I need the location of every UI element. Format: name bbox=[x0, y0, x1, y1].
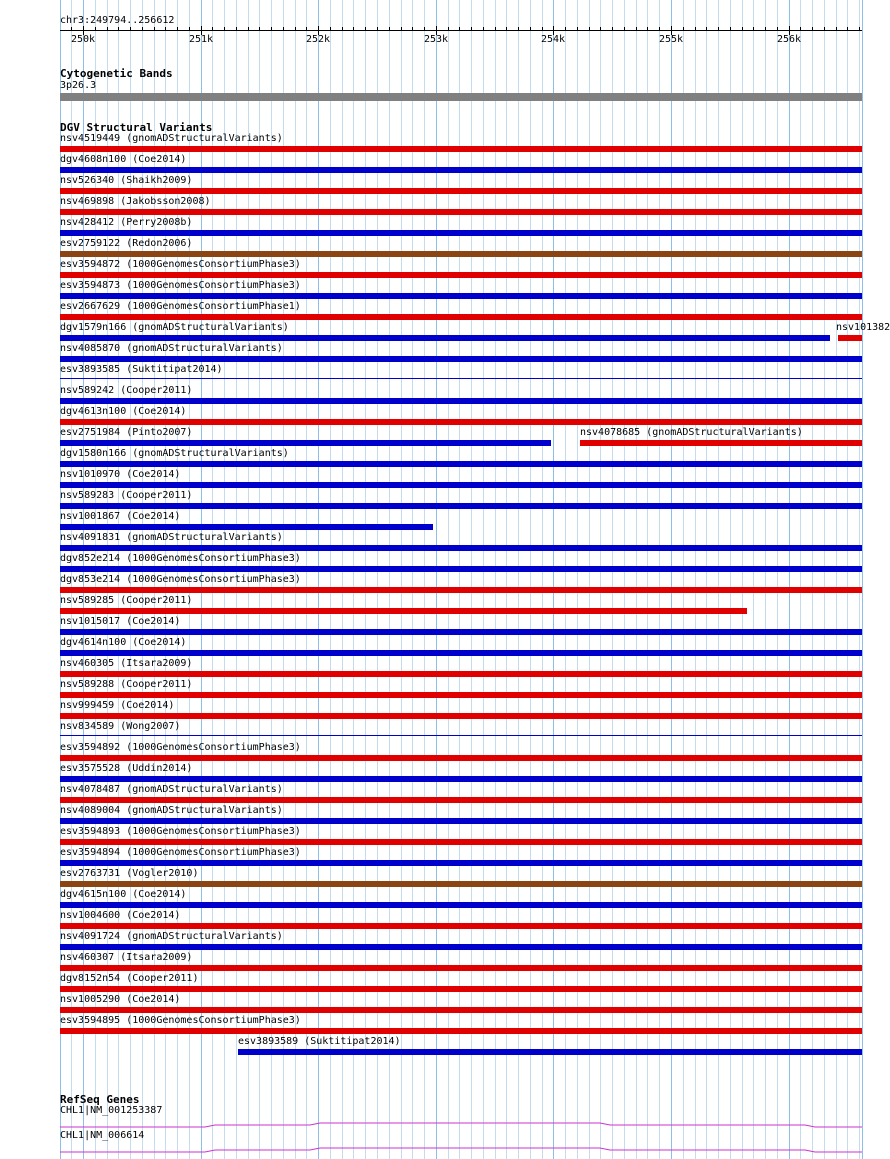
ruler-tick bbox=[612, 27, 613, 31]
variant-label[interactable]: dgv8152n54 (Cooper2011) bbox=[60, 973, 199, 984]
ruler-tick bbox=[765, 27, 766, 31]
ruler-tick bbox=[107, 27, 108, 31]
gene-intron-line bbox=[60, 1123, 862, 1127]
cytoband-bar[interactable] bbox=[60, 93, 862, 101]
variant-bar[interactable] bbox=[238, 1049, 862, 1055]
ruler-tick bbox=[401, 27, 402, 31]
ruler-tick bbox=[836, 27, 837, 31]
ruler-tick bbox=[824, 27, 825, 31]
ruler-tick-label: 256k bbox=[777, 34, 802, 45]
variant-bar[interactable] bbox=[60, 923, 862, 929]
variant-bar[interactable] bbox=[60, 524, 433, 530]
ruler-tick bbox=[589, 27, 590, 31]
ruler-tick-label: 254k bbox=[541, 34, 566, 45]
variant-label[interactable]: dgv853e214 (1000GenomesConsortiumPhase3) bbox=[60, 574, 301, 585]
variant-label[interactable]: nsv1004600 (Coe2014) bbox=[60, 910, 181, 921]
ruler-tick bbox=[706, 27, 707, 31]
variant-bar[interactable] bbox=[60, 671, 862, 677]
ruler-tick bbox=[259, 27, 260, 31]
ruler-tick bbox=[683, 27, 684, 31]
variant-label[interactable]: nsv469898 (Jakobsson2008) bbox=[60, 196, 211, 207]
variant-bar[interactable] bbox=[60, 776, 862, 782]
variant-bar[interactable] bbox=[60, 650, 862, 656]
ruler-tick bbox=[342, 27, 343, 31]
variant-label[interactable]: dgv852e214 (1000GenomesConsortiumPhase3) bbox=[60, 553, 301, 564]
ruler-tick bbox=[565, 27, 566, 31]
ruler-tick bbox=[248, 27, 249, 31]
variant-label[interactable]: esv3594872 (1000GenomesConsortiumPhase3) bbox=[60, 259, 301, 270]
variant-bar[interactable] bbox=[60, 566, 862, 572]
ruler-tick bbox=[777, 27, 778, 31]
ruler-tick bbox=[142, 27, 143, 31]
ruler-tick bbox=[295, 27, 296, 31]
ruler-tick bbox=[742, 27, 743, 31]
ruler-tick bbox=[859, 27, 860, 31]
ruler-tick bbox=[636, 27, 637, 31]
ruler-tick bbox=[718, 27, 719, 31]
variant-label[interactable]: esv3594894 (1000GenomesConsortiumPhase3) bbox=[60, 847, 301, 858]
ruler-tick bbox=[448, 27, 449, 31]
variant-bar[interactable] bbox=[60, 314, 862, 320]
ruler-tick bbox=[577, 27, 578, 31]
variant-bar[interactable] bbox=[60, 818, 862, 824]
ruler-tick bbox=[377, 27, 378, 31]
ruler-tick-label: 250k bbox=[71, 34, 96, 45]
variant-bar[interactable] bbox=[60, 755, 862, 761]
ruler-tick bbox=[506, 27, 507, 31]
variant-label[interactable]: esv3594892 (1000GenomesConsortiumPhase3) bbox=[60, 742, 301, 753]
ruler-tick bbox=[600, 27, 601, 31]
variant-label[interactable]: esv3575528 (Uddin2014) bbox=[60, 763, 193, 774]
ruler-tick bbox=[189, 27, 190, 31]
variant-bar[interactable] bbox=[60, 587, 862, 593]
ruler-tick bbox=[471, 27, 472, 31]
variant-label[interactable]: nsv1015017 (Coe2014) bbox=[60, 616, 181, 627]
variant-label[interactable]: dgv4614n100 (Coe2014) bbox=[60, 637, 187, 648]
ruler-tick bbox=[659, 27, 660, 31]
variant-label[interactable]: esv3893589 (Suktitipat2014) bbox=[238, 1036, 401, 1047]
variant-label[interactable]: dgv1580n166 (gnomADStructuralVariants) bbox=[60, 448, 289, 459]
variant-bar[interactable] bbox=[60, 482, 862, 488]
variant-bar[interactable] bbox=[60, 545, 862, 551]
ruler-tick bbox=[412, 27, 413, 31]
ruler-tick bbox=[306, 27, 307, 31]
ruler-tick bbox=[177, 27, 178, 31]
ruler-tick bbox=[800, 27, 801, 31]
variant-bar[interactable] bbox=[60, 629, 862, 635]
variant-label[interactable]: nsv4091724 (gnomADStructuralVariants) bbox=[60, 931, 283, 942]
variant-label[interactable]: dgv4613n100 (Coe2014) bbox=[60, 406, 187, 417]
ruler-tick bbox=[165, 27, 166, 31]
ruler-tick bbox=[424, 27, 425, 31]
variant-label[interactable]: esv3893585 (Suktitipat2014) bbox=[60, 364, 223, 375]
variant-bar[interactable] bbox=[60, 251, 862, 257]
gene-label[interactable]: CHL1|NM_006614 bbox=[60, 1130, 145, 1141]
ruler-tick bbox=[212, 27, 213, 31]
ruler-tick bbox=[353, 27, 354, 31]
dgv-track-title: DGV Structural Variants bbox=[60, 121, 213, 134]
ruler-tick bbox=[812, 27, 813, 31]
ruler-tick bbox=[224, 27, 225, 31]
ruler-tick bbox=[389, 27, 390, 31]
gene-intron-line bbox=[60, 1148, 862, 1152]
variant-label[interactable]: esv3594893 (1000GenomesConsortiumPhase3) bbox=[60, 826, 301, 837]
variant-label[interactable]: nsv4091831 (gnomADStructuralVariants) bbox=[60, 532, 283, 543]
ruler-tick bbox=[542, 27, 543, 31]
variant-label[interactable]: nsv589283 (Cooper2011) bbox=[60, 490, 193, 501]
ruler-location-label: chr3:249794..256612 bbox=[60, 15, 175, 26]
gene-model[interactable] bbox=[0, 1138, 890, 1159]
ruler-tick-label: 252k bbox=[306, 34, 331, 45]
variant-label[interactable]: nsv4078487 (gnomADStructuralVariants) bbox=[60, 784, 283, 795]
variant-label[interactable]: dgv1579n166 (gnomADStructuralVariants) bbox=[60, 322, 289, 333]
variant-label[interactable]: nsv589242 (Cooper2011) bbox=[60, 385, 193, 396]
variant-bar[interactable] bbox=[60, 398, 862, 404]
variant-bar[interactable] bbox=[60, 902, 862, 908]
variant-bar[interactable] bbox=[60, 965, 862, 971]
variant-label[interactable]: esv2751984 (Pinto2007) bbox=[60, 427, 193, 438]
variant-label[interactable]: nsv428412 (Perry2008b) bbox=[60, 217, 193, 228]
ruler-tick bbox=[730, 27, 731, 31]
cytoband-track-title: Cytogenetic Bands bbox=[60, 67, 173, 80]
ruler-tick-label: 253k bbox=[424, 34, 449, 45]
gene-label[interactable]: CHL1|NM_001253387 bbox=[60, 1105, 163, 1116]
variant-label[interactable]: nsv589285 (Cooper2011) bbox=[60, 595, 193, 606]
ruler-tick bbox=[365, 27, 366, 31]
variant-bar[interactable] bbox=[60, 797, 862, 803]
ruler-tick bbox=[236, 27, 237, 31]
ruler-tick bbox=[95, 27, 96, 31]
variant-label[interactable]: nsv1005290 (Coe2014) bbox=[60, 994, 181, 1005]
ruler-tick-label: 255k bbox=[659, 34, 684, 45]
refseq-track-title: RefSeq Genes bbox=[60, 1093, 140, 1106]
cytoband-label: 3p26.3 bbox=[60, 80, 97, 91]
variant-bar[interactable] bbox=[60, 230, 862, 236]
ruler-tick bbox=[130, 27, 131, 31]
variant-label[interactable]: esv2759122 (Redon2006) bbox=[60, 238, 193, 249]
variant-bar[interactable] bbox=[60, 167, 862, 173]
variant-label[interactable]: nsv4085870 (gnomADStructuralVariants) bbox=[60, 343, 283, 354]
ruler-tick bbox=[459, 27, 460, 31]
variant-label[interactable]: dgv4615n100 (Coe2014) bbox=[60, 889, 187, 900]
variant-bar[interactable] bbox=[60, 692, 862, 698]
variant-label[interactable]: nsv526340 (Shaikh2009) bbox=[60, 175, 193, 186]
variant-label[interactable]: nsv4519449 (gnomADStructuralVariants) bbox=[60, 133, 283, 144]
variant-bar[interactable] bbox=[60, 839, 862, 845]
variant-bar[interactable] bbox=[60, 503, 862, 509]
variant-bar[interactable] bbox=[60, 188, 862, 194]
variant-label[interactable]: nsv1001867 (Coe2014) bbox=[60, 511, 181, 522]
ruler-tick bbox=[154, 27, 155, 31]
ruler-tick bbox=[330, 27, 331, 31]
variant-bar[interactable] bbox=[60, 986, 862, 992]
ruler-tick bbox=[530, 27, 531, 31]
ruler-tick bbox=[118, 27, 119, 31]
variant-bar[interactable] bbox=[60, 440, 551, 446]
ruler-tick bbox=[495, 27, 496, 31]
variant-label[interactable]: nsv1010970 (Coe2014) bbox=[60, 469, 181, 480]
variant-bar[interactable] bbox=[60, 860, 862, 866]
variant-bar[interactable] bbox=[60, 713, 862, 719]
variant-bar[interactable] bbox=[60, 335, 830, 341]
ruler-tick bbox=[483, 27, 484, 31]
ruler-tick bbox=[71, 27, 72, 31]
ruler-tick bbox=[271, 27, 272, 31]
variant-label[interactable]: nsv460305 (Itsara2009) bbox=[60, 658, 193, 669]
variant-label[interactable]: esv2667629 (1000GenomesConsortiumPhase1) bbox=[60, 301, 301, 312]
variant-bar[interactable] bbox=[580, 440, 862, 446]
variant-label[interactable]: nsv101382 bbox=[836, 322, 890, 333]
ruler-tick bbox=[753, 27, 754, 31]
grid-border bbox=[862, 0, 863, 1159]
variant-bar[interactable] bbox=[60, 209, 862, 215]
variant-label[interactable]: esv3594873 (1000GenomesConsortiumPhase3) bbox=[60, 280, 301, 291]
ruler-tick-label: 251k bbox=[189, 34, 214, 45]
variant-bar[interactable] bbox=[60, 146, 862, 152]
ruler-tick bbox=[518, 27, 519, 31]
variant-bar[interactable] bbox=[60, 272, 862, 278]
variant-bar[interactable] bbox=[60, 1028, 862, 1034]
variant-label[interactable]: nsv999459 (Coe2014) bbox=[60, 700, 175, 711]
variant-label[interactable]: nsv834589 (Wong2007) bbox=[60, 721, 181, 732]
variant-bar[interactable] bbox=[60, 461, 862, 467]
variant-bar[interactable] bbox=[60, 735, 862, 736]
ruler-tick bbox=[695, 27, 696, 31]
variant-label[interactable]: dgv4608n100 (Coe2014) bbox=[60, 154, 187, 165]
variant-label[interactable]: nsv460307 (Itsara2009) bbox=[60, 952, 193, 963]
ruler-tick bbox=[847, 27, 848, 31]
variant-bar[interactable] bbox=[60, 608, 747, 614]
variant-label[interactable]: nsv4089004 (gnomADStructuralVariants) bbox=[60, 805, 283, 816]
variant-label[interactable]: esv3594895 (1000GenomesConsortiumPhase3) bbox=[60, 1015, 301, 1026]
ruler-tick bbox=[647, 27, 648, 31]
variant-bar[interactable] bbox=[838, 335, 862, 341]
variant-bar[interactable] bbox=[60, 1007, 862, 1013]
ruler-tick bbox=[624, 27, 625, 31]
variant-bar[interactable] bbox=[60, 293, 862, 299]
variant-label[interactable]: nsv4078685 (gnomADStructuralVariants) bbox=[580, 427, 803, 438]
variant-bar[interactable] bbox=[60, 881, 862, 887]
ruler-tick bbox=[283, 27, 284, 31]
variant-bar[interactable] bbox=[60, 419, 862, 425]
variant-label[interactable]: esv2763731 (Vogler2010) bbox=[60, 868, 199, 879]
variant-bar[interactable] bbox=[60, 944, 862, 950]
variant-label[interactable]: nsv589288 (Cooper2011) bbox=[60, 679, 193, 690]
variant-bar[interactable] bbox=[60, 356, 862, 362]
variant-bar[interactable] bbox=[60, 378, 862, 379]
